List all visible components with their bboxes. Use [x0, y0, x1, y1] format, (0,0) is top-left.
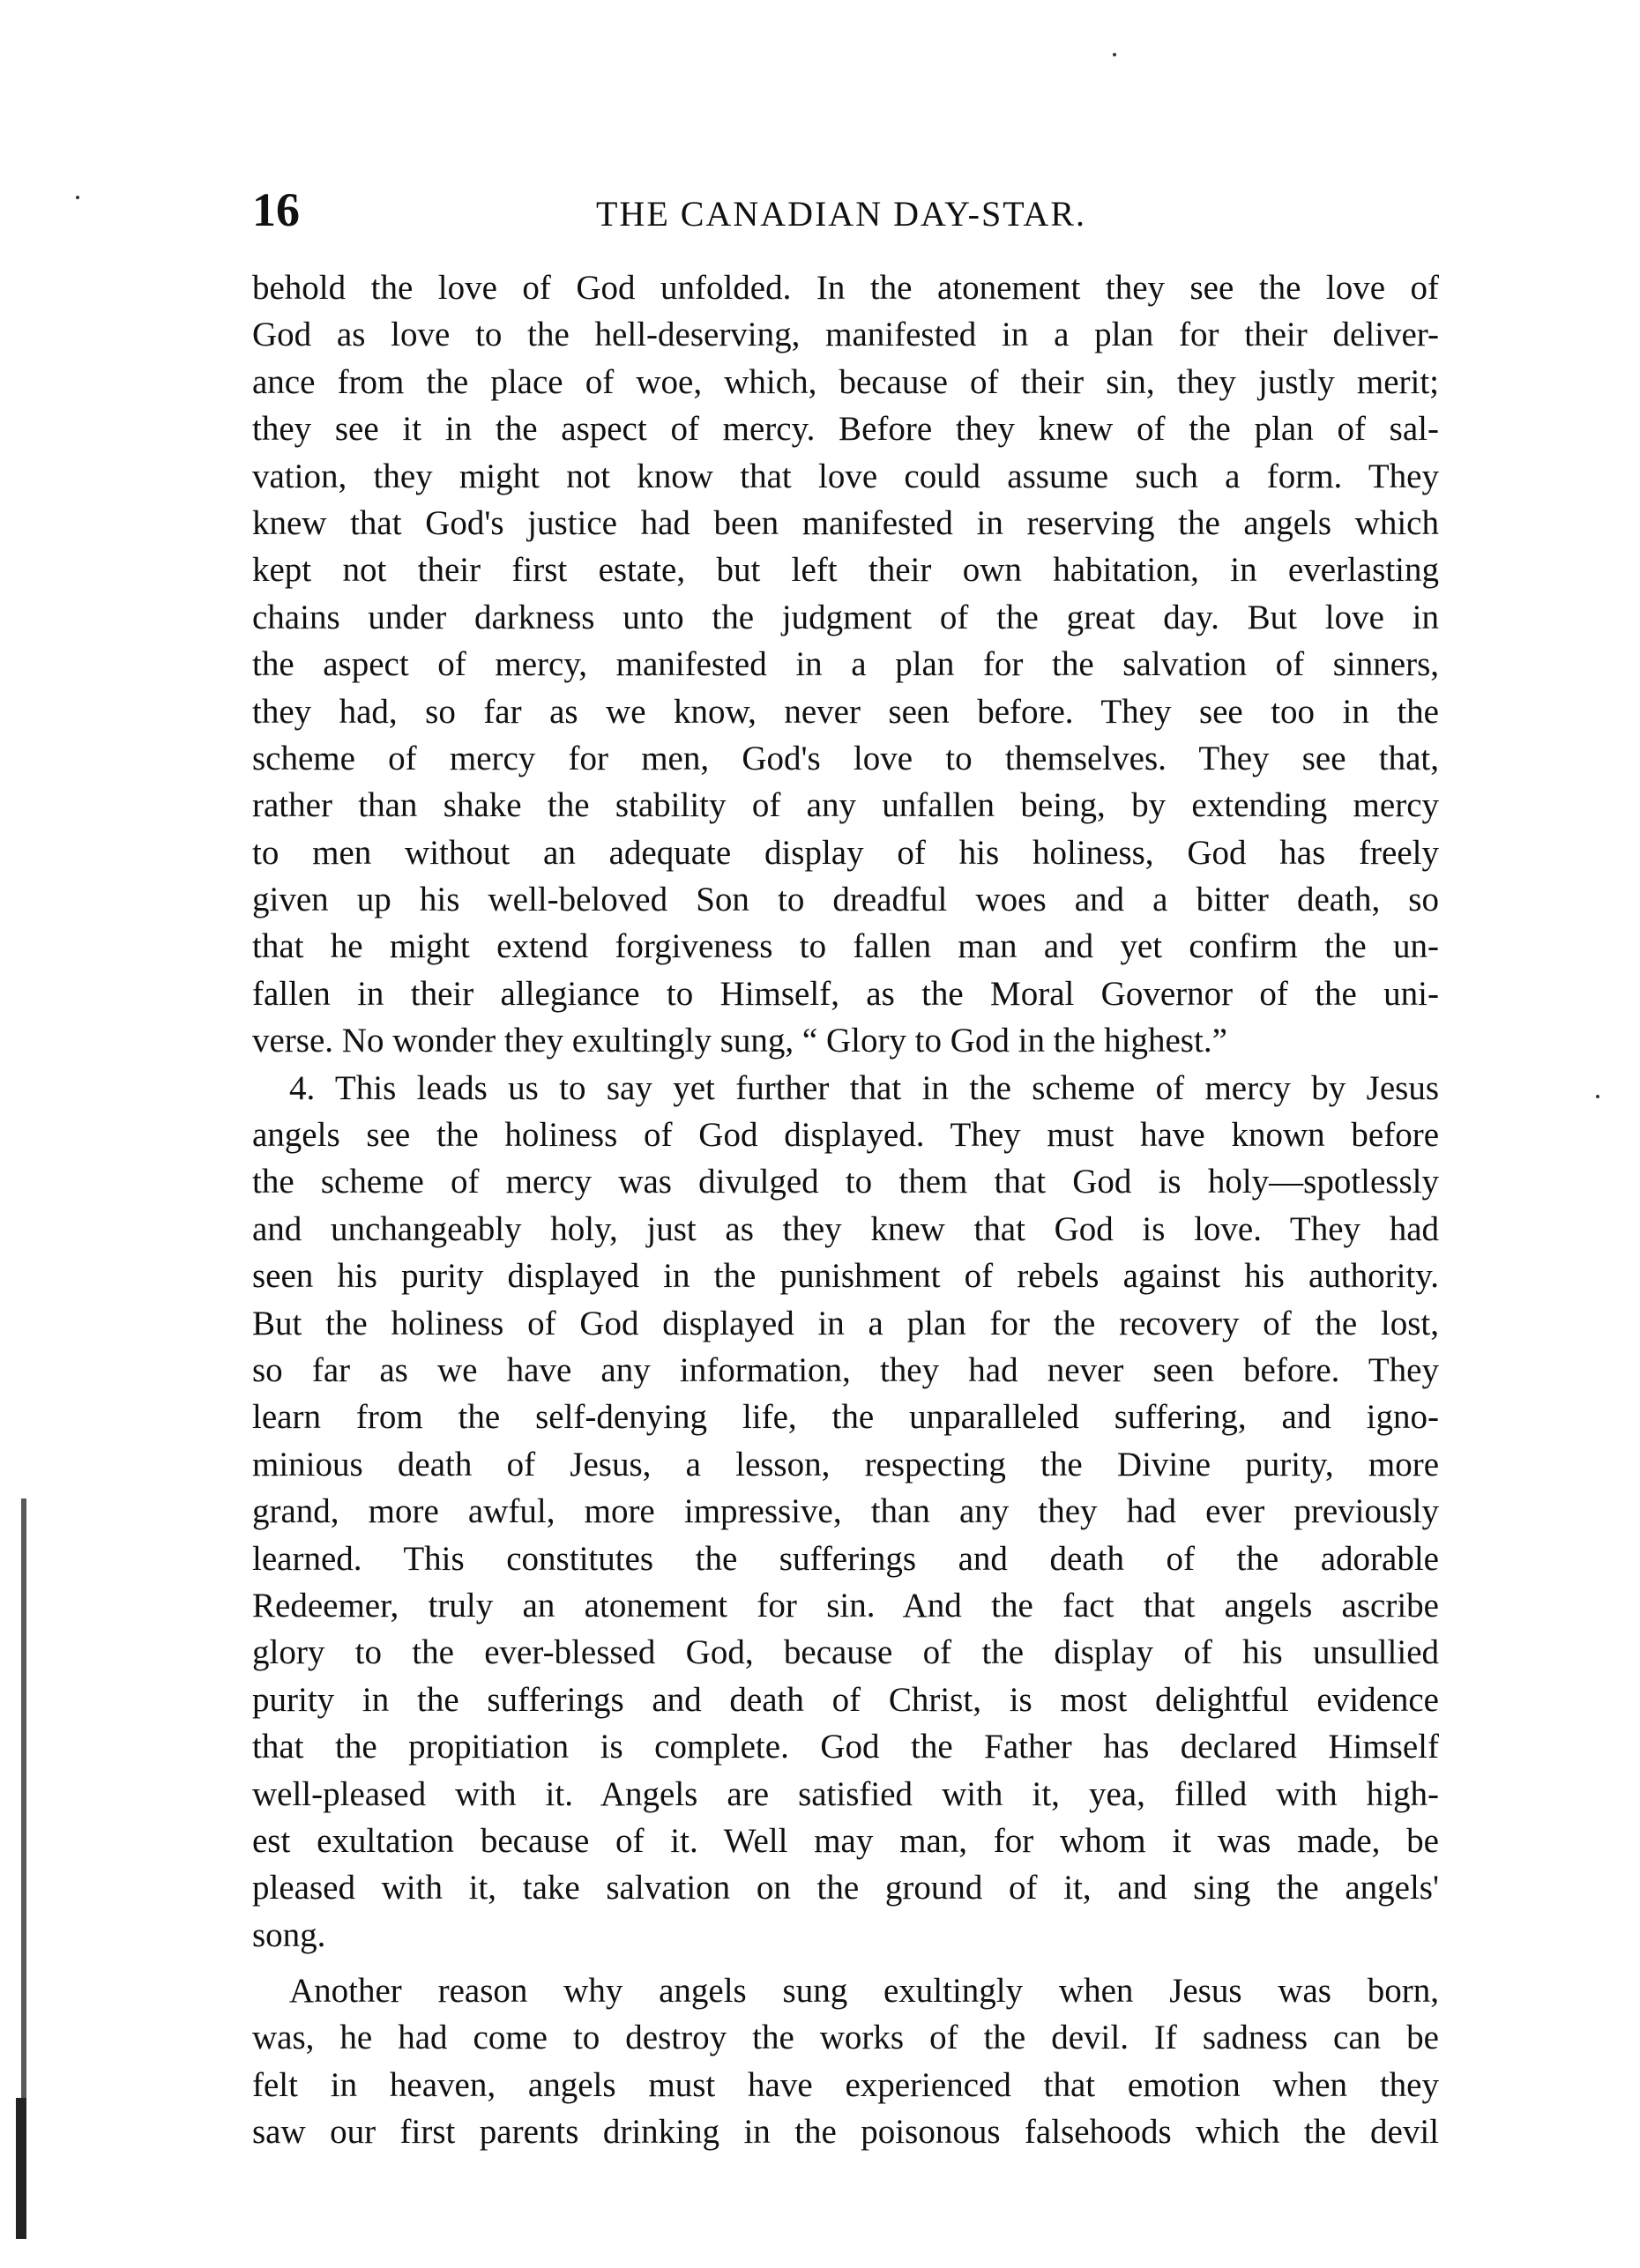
text-line: vation, they might not know that love could assume such a form. They: [252, 457, 1439, 495]
text-line: that the propitiation is complete. God the Father has declared Himself: [252, 1728, 1439, 1766]
binding-edge-mark: [16, 2098, 26, 2239]
text-line: grand, more awful, more impressive, than any they had ever previously: [252, 1492, 1439, 1531]
text-line: ance from the place of woe, which, because of their sin, they justly merit;: [252, 362, 1439, 401]
text-line: behold the love of God unfolded. In the atonement they see the love of: [252, 269, 1439, 307]
text-line: knew that God's justice had been manifested in reserving the angels which: [252, 503, 1439, 542]
paragraph-2: [252, 1065, 1439, 1959]
text-line: they see it in the aspect of mercy. Before they knew of the plan of sal-: [252, 410, 1439, 449]
text-line: was, he had come to destroy the works of the devil. If sadness can be: [252, 2019, 1439, 2057]
text-line: Redeemer, truly an atonement for sin. And the fact that angels ascribe: [252, 1586, 1439, 1625]
text-line: 4. This leads us to say yet further that in the scheme of mercy by Jesus: [289, 1068, 1439, 1107]
text-line: learn from the self-denying life, the unparalleled suffering, and igno-: [252, 1398, 1439, 1437]
text-line: But the holiness of God displayed in a plan for the recovery of the lost,: [252, 1304, 1439, 1342]
text-line: fallen in their allegiance to Himself, as the Moral Governor of the uni-: [252, 974, 1439, 1013]
running-title: THE CANADIAN DAY-STAR.: [596, 194, 1086, 234]
page-number: 16: [252, 183, 300, 236]
paragraph-1: [252, 264, 1439, 1065]
text-line: they had, so far as we know, never seen before. They see too in the: [252, 692, 1439, 731]
text-line: rather than shake the stability of any unfallen being, by extending mercy: [252, 786, 1439, 825]
scan-speck: [76, 196, 79, 199]
text-line: so far as we have any information, they had never seen before. They: [252, 1350, 1439, 1389]
text-line: purity in the sufferings and death of Christ, is most delightful evidence: [252, 1680, 1439, 1719]
text-line: well-pleased with it. Angels are satisfied with it, yea, filled with high-: [252, 1774, 1439, 1813]
text-line: the aspect of mercy, manifested in a plan for the salvation of sinners,: [252, 645, 1439, 684]
text-line: learned. This constitutes the sufferings and death of the adorable: [252, 1539, 1439, 1578]
text-line: to men without an adequate display of his holiness, God has freely: [252, 833, 1439, 872]
text-line: chains under darkness unto the judgment of the great day. But love in: [252, 598, 1439, 636]
paragraph-gap: [252, 1959, 1439, 1967]
text-line: seen his purity displayed in the punishment of rebels against his authority.: [252, 1257, 1439, 1296]
text-line: pleased with it, take salvation on the ground of it, and sing the angels': [252, 1869, 1439, 1907]
text-line: and unchangeably holy, just as they knew that God is love. They had: [252, 1209, 1439, 1248]
text-line: Another reason why angels sung exultingly when Jesus was born,: [289, 1972, 1439, 2011]
text-line: God as love to the hell-deserving, manifested in a plan for their deliver-: [252, 316, 1439, 354]
text-line: the scheme of mercy was divulged to them that God is holy—spotlessly: [252, 1163, 1439, 1201]
text-line: glory to the ever-blessed God, because of the display of his unsullied: [252, 1633, 1439, 1672]
text-line: song.: [252, 1915, 326, 1954]
text-line: that he might extend forgiveness to fallen man and yet confirm the un-: [252, 927, 1439, 966]
text-line: given up his well-beloved Son to dreadful woes and a bitter death, so: [252, 881, 1439, 919]
text-line: kept not their first estate, but left their own habitation, in everlasting: [252, 551, 1439, 590]
text-line: angels see the holiness of God displayed. They must have known before: [252, 1116, 1439, 1155]
text-line: felt in heaven, angels must have experienced that emotion when they: [252, 2065, 1439, 2104]
scan-speck: [1113, 53, 1116, 56]
text-line: est exultation because of it. Well may man, for whom it was made, be: [252, 1821, 1439, 1860]
text-line: minious death of Jesus, a lesson, respecting the Divine purity, more: [252, 1445, 1439, 1483]
scan-speck: [1596, 1095, 1599, 1098]
page-header: [252, 183, 1439, 236]
paragraph-3: [252, 1967, 1439, 2156]
text-line: verse. No wonder they exultingly sung, “ Glory to God in the highest.”: [252, 1022, 1227, 1060]
text-line: saw our first parents drinking in the poisonous falsehoods which the devil: [252, 2113, 1439, 2152]
body-text: [252, 264, 1439, 2156]
text-line: scheme of mercy for men, God's love to themselves. They see that,: [252, 739, 1439, 777]
